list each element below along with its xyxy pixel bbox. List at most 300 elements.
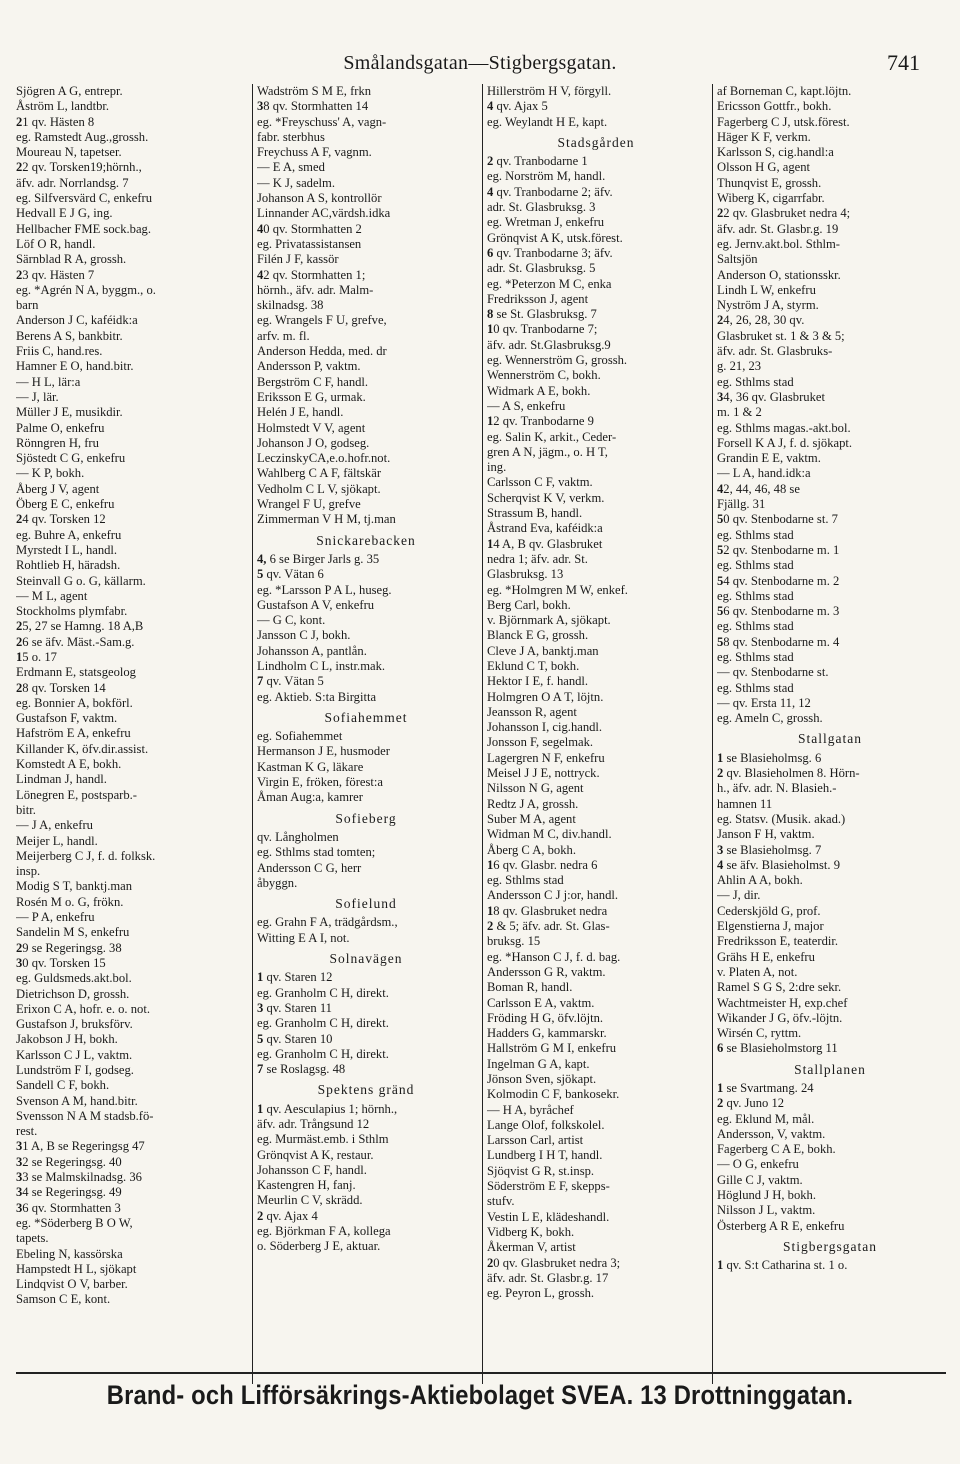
directory-entry: Grandin E E, vaktm. xyxy=(717,451,821,466)
directory-entry: Bergström C F, handl. xyxy=(257,374,369,389)
directory-entry: Jansson C J, bokh. xyxy=(257,628,351,643)
column-3 xyxy=(482,84,705,1384)
directory-entry: Åstrand Eva, kaféidk:a xyxy=(487,521,603,536)
directory-entry: bruksg. 15 xyxy=(487,934,541,949)
directory-entry: Johanson J O, godseg. xyxy=(257,435,370,450)
directory-entry: Zimmerman V H M, tj.man xyxy=(257,512,396,527)
directory-entry: 32 se Regeringsg. 40 xyxy=(16,1154,122,1169)
directory-entry: Rosén M o. G, frökn. xyxy=(16,894,124,909)
directory-entry: insp. xyxy=(16,864,41,879)
street-heading: Stallgatan xyxy=(798,731,862,747)
directory-entry: v. Platen A, not. xyxy=(717,964,798,979)
directory-entry: eg. Statsv. (Musik. akad.) xyxy=(717,811,846,826)
directory-entry: Elgenstierna J, major xyxy=(717,919,824,934)
directory-entry: Hermanson J E, husmoder xyxy=(257,744,390,759)
directory-entry: 2 qv. Tranbodarne 1 xyxy=(487,154,588,169)
directory-entry: 24, 26, 28, 30 qv. xyxy=(717,313,805,328)
directory-entry: 2 qv. Juno 12 xyxy=(717,1096,785,1111)
directory-entry: eg. Salin K, arkit., Ceder- xyxy=(487,429,617,444)
directory-entry: Myrstedt I L, handl. xyxy=(16,542,118,557)
directory-entry: eg. Ramstedt Aug.,grossh. xyxy=(16,129,149,144)
directory-entry: Holmgren O A T, löjtn. xyxy=(487,689,604,704)
street-heading: Stadsgården xyxy=(557,134,635,150)
directory-entry: Virgin E, fröken, förest:a xyxy=(257,775,383,790)
directory-entry: gren A N, jägm., o. H T, xyxy=(487,444,608,459)
directory-entry: — L A, hand.idk:a xyxy=(717,466,811,481)
directory-entry: Johansson A, pantlån. xyxy=(257,643,367,658)
directory-entry: Hadders G, kammarskr. xyxy=(487,1026,607,1041)
directory-entry: Höglund J H, bokh. xyxy=(717,1188,817,1203)
directory-entry: 23 qv. Hästen 7 xyxy=(16,267,95,282)
directory-entry: Meijer L, handl. xyxy=(16,833,98,848)
directory-entry: 1 qv. Staren 12 xyxy=(257,970,333,985)
directory-entry: 1 qv. Aesculapius 1; hörnh., xyxy=(257,1101,398,1116)
directory-entry: nedra 1; äfv. adr. St. xyxy=(487,551,588,566)
street-heading: Sofiahemmet xyxy=(324,709,408,725)
directory-entry: Vestin L E, klädeshandl. xyxy=(487,1209,610,1224)
directory-entry: eg. Sthlms stad xyxy=(717,527,794,542)
directory-entry: Erixon C A, hofr. e. o. not. xyxy=(16,1001,150,1016)
directory-entry: eg. Norström M, handl. xyxy=(487,169,606,184)
directory-entry: Meurlin C V, skrädd. xyxy=(257,1193,363,1208)
directory-entry: arfv. m. fl. xyxy=(257,328,310,343)
directory-entry: Carlsson E A, vaktm. xyxy=(487,995,595,1010)
directory-entry: barn xyxy=(16,298,39,313)
directory-entry: eg. *Freyschuss' A, vagn- xyxy=(257,114,387,129)
directory-entry: hörnh., äfv. adr. Malm- xyxy=(257,282,374,297)
directory-entry: 2 qv. Ajax 4 xyxy=(257,1208,318,1223)
directory-entry: eg. Sthlms stad xyxy=(717,649,794,664)
directory-entry: 38 qv. Stormhatten 14 xyxy=(257,99,369,114)
footer-divider xyxy=(16,1372,946,1374)
directory-entry: äfv. adr. St. Glasbr.g. 17 xyxy=(487,1270,609,1285)
directory-entry: Andersson G R, vaktm. xyxy=(487,964,606,979)
directory-entry: Lundström F I, godseg. xyxy=(16,1063,134,1077)
directory-entry: äfv. adr. St. Glasbruks- xyxy=(717,344,833,359)
street-heading: Sofielund xyxy=(335,896,397,912)
directory-entry: 4, 6 se Birger Jarls g. 35 xyxy=(257,551,380,566)
directory-entry: Hafström E A, enkefru xyxy=(16,726,131,741)
directory-entry: Kastengren H, fanj. xyxy=(257,1178,356,1193)
directory-entry: 1 qv. S:t Catharina st. 1 o. xyxy=(717,1258,848,1273)
directory-entry: Lindman J, handl. xyxy=(16,772,107,787)
directory-entry: eg. Granholm C H, direkt. xyxy=(257,985,389,1000)
directory-entry: — M L, agent xyxy=(16,588,88,603)
directory-entry: 31 A, B se Regeringsg 47 xyxy=(16,1139,145,1154)
directory-entry: eg. Wennerström G, grossh. xyxy=(487,353,628,368)
directory-entry: Saltsjön xyxy=(717,252,758,267)
directory-entry: Boman R, handl. xyxy=(487,980,573,995)
directory-entry: o. Söderberg J E, aktuar. xyxy=(257,1239,381,1254)
directory-entry: Johansson C F, handl. xyxy=(257,1162,367,1177)
directory-entry: 20 qv. Glasbruket nedra 3; xyxy=(487,1255,621,1270)
directory-entry: 5 qv. Staren 10 xyxy=(257,1031,333,1046)
directory-entry: 21 qv. Hästen 8 xyxy=(16,114,95,129)
directory-entry: Cederskjöld G, prof. xyxy=(717,903,821,918)
directory-entry: eg. Buhre A, enkefru xyxy=(16,527,122,542)
directory-entry: Wrangel F U, grefve xyxy=(257,497,361,512)
directory-entry: — K J, sadelm. xyxy=(257,175,336,190)
directory-entry: eg. Guldsmeds.akt.bol. xyxy=(16,971,132,986)
directory-entry: Meijerberg C J, f. d. folksk. xyxy=(16,848,156,863)
directory-entry: Jönson Sven, sjökapt. xyxy=(487,1072,597,1086)
directory-entry: adr. St. Glasbruksg. 3 xyxy=(487,200,596,215)
directory-entry: Hallström G M I, enkefru xyxy=(487,1041,617,1056)
directory-entry: 1 se Svartmang. 24 xyxy=(717,1081,814,1095)
directory-entry: 1 se Blasieholmsg. 6 xyxy=(717,750,822,765)
directory-entry: 8 se St. Glasbruksg. 7 xyxy=(487,307,597,322)
directory-entry: 3 se Blasieholmsg. 7 xyxy=(717,842,822,857)
directory-entry: Olsson H G, agent xyxy=(717,160,811,175)
directory-entry: Ahlin A A, bokh. xyxy=(717,873,803,888)
directory-entry: — J A, enkefru xyxy=(16,818,93,833)
directory-entry: hamnen 11 xyxy=(717,796,773,811)
directory-entry: Suber M A, agent xyxy=(487,811,576,826)
directory-entry: — A S, enkefru xyxy=(487,398,566,413)
directory-entry: Killander K, öfv.dir.assist. xyxy=(16,741,149,756)
directory-entry: 42 qv. Stormhatten 1; xyxy=(257,267,366,282)
directory-entry: Forsell K A J, f. d. sjökapt. xyxy=(717,435,853,450)
directory-entry: Eriksson E G, urmak. xyxy=(257,389,366,404)
directory-entry: eg. *Larsson P A L, huseg. xyxy=(257,582,392,597)
directory-entry: Larsson Carl, artist xyxy=(487,1133,584,1148)
column-1 xyxy=(16,84,238,1384)
directory-entry: Thunqvist E, grossh. xyxy=(717,175,822,190)
directory-entry: Fredriksson E, teaterdir. xyxy=(717,934,839,949)
directory-entry: Wirsén C, ryttm. xyxy=(717,1026,802,1041)
directory-entry: Janson F H, vaktm. xyxy=(717,827,815,842)
directory-entry: Wahlberg C A F, fältskär xyxy=(257,466,382,481)
directory-entry: 15 o. 17 xyxy=(16,649,57,664)
directory-entry: 14 A, B qv. Glasbruket xyxy=(487,536,603,551)
directory-entry: 30 qv. Torsken 15 xyxy=(16,955,106,970)
directory-entry: Glasbruket st. 1 & 3 & 5; xyxy=(717,328,845,343)
directory-entry: 4 se äfv. Blasieholmst. 9 xyxy=(717,857,841,872)
directory-entry: Grönqvist A K, utsk.förest. xyxy=(487,230,623,245)
directory-entry: 26 se äfv. Mäst.-Sam.g. xyxy=(16,634,135,649)
directory-entry: 10 qv. Tranbodarne 7; xyxy=(487,322,598,337)
directory-entry: Andersson C G, herr xyxy=(257,860,362,875)
directory-entry: Cleve J A, banktj.man xyxy=(487,643,599,658)
directory-entry: 18 qv. Glasbruket nedra xyxy=(487,903,608,918)
directory-entry: 28 qv. Torsken 14 xyxy=(16,680,106,695)
directory-entry: eg. Eklund M, mål. xyxy=(717,1111,815,1126)
directory-entry: Åkerman V, artist xyxy=(487,1240,576,1255)
directory-entry: Erdmann E, statsgeolog xyxy=(16,665,136,680)
directory-entry: Friis C, hand.res. xyxy=(16,344,103,359)
directory-entry: — J, lär. xyxy=(16,389,59,404)
street-heading: Sofieberg xyxy=(335,810,397,826)
directory-entry: 7 se Roslagsg. 48 xyxy=(257,1062,346,1077)
directory-entry: g. 21, 23 xyxy=(717,359,762,374)
directory-entry: — H L, lär:a xyxy=(16,374,81,389)
directory-entry: 29 se Regeringsg. 38 xyxy=(16,940,122,955)
directory-entry: eg. Sthlms stad xyxy=(717,619,794,634)
directory-entry: Gille C J, vaktm. xyxy=(717,1172,803,1187)
directory-entry: åbyggn. xyxy=(257,875,298,890)
directory-entry: Fredriksson J, agent xyxy=(487,291,589,306)
directory-entry: Wennerström C, bokh. xyxy=(487,368,601,383)
directory-entry: 52 qv. Stenbodarne m. 1 xyxy=(717,542,840,557)
directory-entry: 22 qv. Glasbruket nedra 4; xyxy=(717,206,851,221)
directory-entry: Hektor I E, f. handl. xyxy=(487,674,589,689)
directory-entry: Andersson P, vaktm. xyxy=(257,359,361,374)
directory-entry: eg. *Hanson C J, f. d. bag. xyxy=(487,949,621,964)
directory-entry: Ingelman G A, kapt. xyxy=(487,1056,590,1071)
directory-entry: eg. Sthlms stad xyxy=(717,558,794,573)
directory-entry: Johansson I, cig.handl. xyxy=(487,720,603,735)
directory-entry: eg. Sthlms stad xyxy=(717,680,794,695)
directory-entry: äfv. adr. Norrlandsg. 7 xyxy=(16,175,129,190)
directory-entry: Lönegren E, postsparb.- xyxy=(16,787,138,802)
directory-entry: eg. Wrangels F U, grefve, xyxy=(257,313,387,328)
directory-entry: 40 qv. Stormhatten 2 xyxy=(257,221,362,236)
directory-entry: Blanck E G, grossh. xyxy=(487,628,589,643)
directory-entry: eg. *Holmgren M W, enkef. xyxy=(487,582,628,597)
directory-entry: Jonsson F, segelmak. xyxy=(487,735,594,750)
directory-entry: Hampstedt H L, sjökapt xyxy=(16,1261,137,1276)
directory-entry: Müller J E, musikdir. xyxy=(16,405,123,420)
directory-entry: eg. Sthlms stad xyxy=(487,873,564,888)
directory-entry: Widmark A E, bokh. xyxy=(487,383,591,398)
directory-entry: Nyström J A, styrm. xyxy=(717,298,819,313)
street-heading: Snickarebacken xyxy=(316,532,416,548)
directory-columns xyxy=(16,84,946,1384)
directory-entry: Wiberg K, cigarrfabr. xyxy=(717,191,825,206)
directory-entry: Gustafson F, vaktm. xyxy=(16,711,118,726)
directory-entry: Wikander J G, öfv.-löjtn. xyxy=(717,1010,843,1025)
directory-entry: eg. Sthlms stad xyxy=(717,374,794,389)
directory-entry: Åberg J V, agent xyxy=(16,481,100,496)
directory-entry: Grähs H E, enkefru xyxy=(717,949,815,964)
directory-entry: Hedvall E J G, ing. xyxy=(16,206,113,221)
directory-entry: Sjögren A G, entrepr. xyxy=(16,84,123,98)
directory-entry: Lagergren N F, enkefru xyxy=(487,750,605,765)
footer-advertisement: Brand- och Lifförsäkrings-Aktiebolaget SVEA. 13 Drottninggatan. xyxy=(106,1380,854,1410)
directory-entry: 2 qv. Blasieholmen 8. Hörn- xyxy=(717,766,860,781)
directory-entry: Berg Carl, bokh. xyxy=(487,597,571,612)
directory-entry: 54 qv. Stenbodarne m. 2 xyxy=(717,573,840,588)
directory-entry: fabr. sterbhus xyxy=(257,129,325,144)
directory-entry: Carlsson C F, vaktm. xyxy=(487,475,593,490)
directory-entry: Lange Olof, folkskolel. xyxy=(487,1117,605,1132)
directory-entry: Särnblad R A, grossh. xyxy=(16,252,127,267)
directory-entry: Österberg A R E, enkefru xyxy=(717,1218,845,1233)
directory-entry: 4 qv. Ajax 5 xyxy=(487,99,548,114)
directory-entry: Nilsson J L, vaktm. xyxy=(717,1203,816,1218)
directory-entry: 50 qv. Stenbodarne st. 7 xyxy=(717,512,838,527)
directory-entry: eg. Aktieb. S:ta Birgitta xyxy=(257,689,377,704)
directory-entry: Sjöstedt C G, enkefru xyxy=(16,451,126,466)
directory-entry: — qv. Ersta 11, 12 xyxy=(717,695,811,710)
directory-entry: eg. Sthlms magas.-akt.bol. xyxy=(717,420,851,435)
directory-entry: Jakobson J H, bokh. xyxy=(16,1032,118,1047)
directory-entry: eg. Jernv.akt.bol. Sthlm- xyxy=(717,236,841,251)
directory-entry: 5 qv. Vätan 6 xyxy=(257,567,324,582)
directory-entry: Holmstedt V V, agent xyxy=(257,420,366,435)
directory-entry: m. 1 & 2 xyxy=(717,405,762,420)
directory-entry: Sandell C F, bokh. xyxy=(16,1078,110,1093)
directory-entry: Berens A S, bankbitr. xyxy=(16,328,123,343)
directory-entry: eg. Silfversvärd C, enkefru xyxy=(16,191,153,206)
directory-entry: 22 qv. Torsken19;hörnh., xyxy=(16,160,142,175)
directory-entry: Ericsson Gottfr., bokh. xyxy=(717,99,832,114)
directory-entry: 42, 44, 46, 48 se xyxy=(717,481,800,496)
directory-entry: Ramel S G S, 2:dre sekr. xyxy=(717,980,842,995)
directory-entry: Anderson Hedda, med. dr xyxy=(257,344,387,359)
directory-entry: Vidberg K, bokh. xyxy=(487,1224,575,1239)
directory-entry: 24 qv. Torsken 12 xyxy=(16,512,106,527)
directory-entry: Lindh L W, enkefru xyxy=(717,282,816,297)
directory-entry: eg. Grahn F A, trädgårdsm., xyxy=(257,915,398,930)
directory-entry: — O G, enkefru xyxy=(717,1157,799,1172)
directory-entry: Hellbacher FME sock.bag. xyxy=(16,221,151,236)
directory-entry: eg. Sthlms stad xyxy=(717,588,794,603)
directory-entry: Meisel J J E, nottryck. xyxy=(487,766,600,781)
directory-entry: Scherqvist K V, verkm. xyxy=(487,490,605,505)
directory-entry: Jeansson R, agent xyxy=(487,704,577,719)
directory-entry: 12 qv. Tranbodarne 9 xyxy=(487,414,594,429)
directory-entry: — J, dir. xyxy=(717,888,761,903)
directory-entry: Eklund C T, bokh. xyxy=(487,658,580,673)
directory-entry: eg. Murmäst.emb. i Sthlm xyxy=(257,1132,389,1147)
directory-entry: Öberg E C, enkefru xyxy=(16,497,115,512)
directory-entry: 6 qv. Tranbodarne 3; äfv. xyxy=(487,245,613,260)
directory-entry: Samson C E, kont. xyxy=(16,1292,111,1307)
page-title: Smålandsgatan—Stigbergsgatan. xyxy=(343,52,617,74)
directory-entry: Karlsson S, cig.handl:a xyxy=(717,145,834,160)
directory-entry: Glasbruksg. 13 xyxy=(487,567,564,582)
directory-entry: Vedholm C L V, sjökapt. xyxy=(257,481,381,496)
directory-entry: tapets. xyxy=(16,1231,49,1246)
directory-entry: bitr. xyxy=(16,802,36,817)
directory-entry: rest. xyxy=(16,1124,38,1139)
directory-entry: Svenson A M, hand.bitr. xyxy=(16,1093,138,1108)
directory-entry: Fjällg. 31 xyxy=(717,497,766,512)
directory-entry: Nilsson N G, agent xyxy=(487,781,584,796)
directory-entry: eg. Wretman J, enkefru xyxy=(487,215,605,230)
directory-entry: Kolmodin C F, bankosekr. xyxy=(487,1087,620,1102)
directory-entry: 7 qv. Vätan 5 xyxy=(257,674,324,689)
directory-entry: eg. Sthlms stad tomten; xyxy=(257,845,376,860)
directory-entry: Wachtmeister H, exp.chef xyxy=(717,995,848,1010)
directory-entry: Svensson N A M stadsb.fö- xyxy=(16,1108,154,1123)
directory-entry: Palme O, enkefru xyxy=(16,420,105,435)
directory-entry: Häger K F, verkm. xyxy=(717,129,811,144)
directory-entry: — G C, kont. xyxy=(257,613,326,628)
directory-entry: Dietrichson D, grossh. xyxy=(16,986,130,1001)
directory-entry: Karlsson C J L, vaktm. xyxy=(16,1047,133,1062)
directory-entry: eg. *Agrén N A, byggm., o. xyxy=(16,282,156,297)
directory-entry: Johanson A S, kontrollör xyxy=(257,191,382,206)
street-heading: Stallplanen xyxy=(794,1061,866,1077)
directory-entry: 58 qv. Stenbodarne m. 4 xyxy=(717,634,840,649)
directory-entry: h., äfv. adr. N. Blasieh.- xyxy=(717,781,837,796)
directory-entry: Löf O R, handl. xyxy=(16,236,96,251)
directory-entry: adr. St. Glasbruksg. 5 xyxy=(487,261,596,276)
directory-entry: Andersson C J j:or, handl. xyxy=(487,888,619,903)
directory-entry: 16 qv. Glasbr. nedra 6 xyxy=(487,857,598,872)
directory-entry: LeczinskyCA,e.o.hofr.not. xyxy=(257,451,391,466)
directory-entry: Helén J E, handl. xyxy=(257,405,344,420)
directory-entry: qv. Långholmen xyxy=(257,829,339,844)
directory-entry: Anderson J C, kaféidk:a xyxy=(16,313,138,328)
directory-entry: 36 qv. Stormhatten 3 xyxy=(16,1200,121,1215)
directory-entry: Grönqvist A K, restaur. xyxy=(257,1147,374,1162)
directory-entry: stufv. xyxy=(487,1194,515,1209)
street-heading: Spektens gränd xyxy=(317,1082,415,1098)
directory-entry: Lindholm C L, instr.mak. xyxy=(257,658,386,673)
street-heading: Solnavägen xyxy=(329,951,403,967)
directory-entry: Komstedt A E, bokh. xyxy=(16,757,122,772)
directory-entry: Kastman K G, läkare xyxy=(257,759,364,774)
directory-entry: Redtz J A, grossh. xyxy=(487,796,579,811)
directory-entry: eg. Granholm C H, direkt. xyxy=(257,1046,389,1061)
directory-entry: 56 qv. Stenbodarne m. 3 xyxy=(717,604,840,619)
directory-entry: 4 qv. Tranbodarne 2; äfv. xyxy=(487,184,613,199)
directory-entry: Fröding H G, öfv.löjtn. xyxy=(487,1010,604,1025)
directory-entry: Åberg C A, bokh. xyxy=(487,842,576,857)
directory-entry: — P A, enkefru xyxy=(16,910,95,925)
directory-entry: Sandelin M S, enkefru xyxy=(16,925,130,940)
directory-entry: Fagerberg C J, utsk.förest. xyxy=(717,114,850,129)
directory-entry: Freychuss A F, vagnm. xyxy=(257,145,372,160)
directory-entry: Modig S T, banktj.man xyxy=(16,879,133,894)
directory-entry: Andersson, V, vaktm. xyxy=(717,1126,826,1141)
column-4 xyxy=(712,84,943,1384)
directory-entry: eg. Peyron L, grossh. xyxy=(487,1286,595,1301)
directory-entry: Filén J F, kassör xyxy=(257,252,339,267)
directory-entry: Moureau N, tapetser. xyxy=(16,145,122,160)
directory-entry: Lundberg I H T, handl. xyxy=(487,1148,603,1163)
directory-entry: 34, 36 qv. Glasbruket xyxy=(717,389,825,404)
directory-entry: 3 qv. Staren 11 xyxy=(257,1000,332,1015)
directory-entry: Steinvall G o. G, källarm. xyxy=(16,573,146,588)
directory-entry: Fagerberg C A E, bokh. xyxy=(717,1142,836,1157)
directory-entry: Anderson O, stationsskr. xyxy=(717,267,841,282)
directory-entry: Rohtlieb H, häradsh. xyxy=(16,558,121,573)
directory-entry: äfv. adr. St.Glasbruksg.9 xyxy=(487,337,611,352)
street-heading: Stigbergsgatan xyxy=(783,1238,877,1254)
directory-entry: Ebeling N, kassörska xyxy=(16,1246,123,1261)
directory-entry: 34 se Regeringsg. 49 xyxy=(16,1185,122,1200)
directory-entry: eg. Weylandt H E, kapt. xyxy=(487,114,608,129)
directory-entry: eg. Privatassistansen xyxy=(257,236,362,251)
column-2 xyxy=(252,84,475,1384)
directory-entry: Witting E A I, not. xyxy=(257,930,350,945)
directory-entry: 2 & 5; äfv. adr. St. Glas- xyxy=(487,919,610,934)
directory-entry: Gustafson A V, enkefru xyxy=(257,597,375,612)
directory-entry: eg. Ameln C, grossh. xyxy=(717,711,823,726)
directory-entry: Hillerström H V, förgyll. xyxy=(487,84,612,98)
directory-entry: eg. *Söderberg B O W, xyxy=(16,1215,133,1230)
directory-entry: eg. *Peterzon M C, enka xyxy=(487,276,612,291)
page-number: 741 xyxy=(887,50,920,75)
directory-entry: — E A, smed xyxy=(257,160,325,175)
directory-entry: äfv. adr. Trångsund 12 xyxy=(257,1117,370,1131)
directory-entry: Lindqvist O V, barber. xyxy=(16,1277,128,1292)
directory-entry: — K P, bokh. xyxy=(16,466,85,481)
directory-entry: Hamner E O, hand.bitr. xyxy=(16,359,134,374)
directory-entry: Stockholms plymfabr. xyxy=(16,604,128,619)
directory-entry: Åström L, landtbr. xyxy=(16,99,110,114)
directory-entry: eg. Sofiahemmet xyxy=(257,729,343,744)
directory-entry: Rönngren H, fru xyxy=(16,435,99,450)
directory-entry: Linnander AC,värdsh.idka xyxy=(257,206,391,221)
directory-entry: 33 se Malmskilnadsg. 36 xyxy=(16,1170,142,1185)
directory-entry: 25, 27 se Hamng. 18 A,B xyxy=(16,619,144,634)
directory-entry: skilnadsg. 38 xyxy=(257,298,324,313)
